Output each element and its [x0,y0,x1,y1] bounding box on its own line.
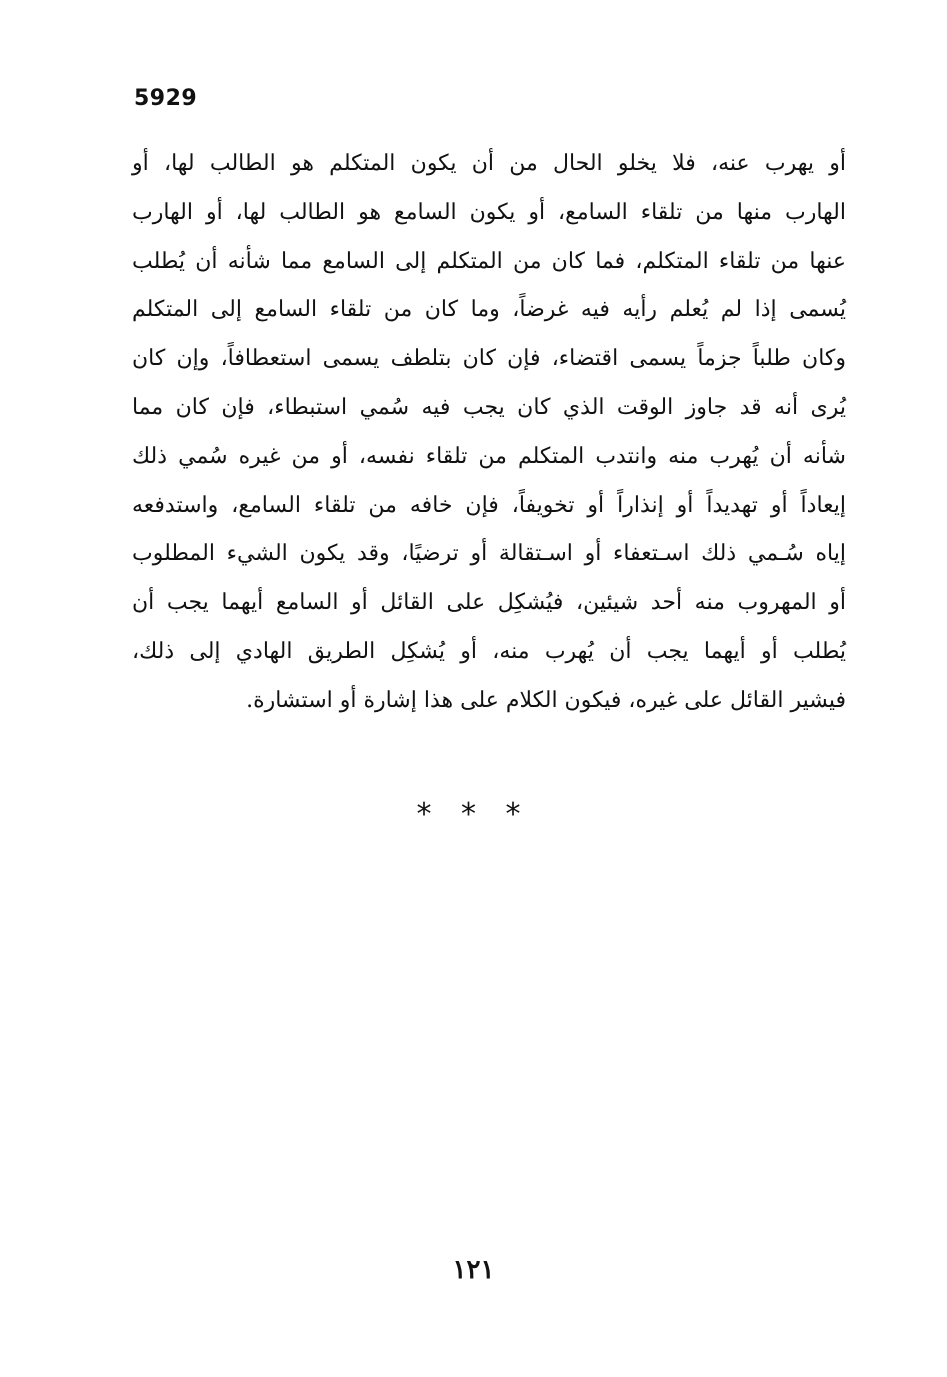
text-line: أو يهرب عنه، فلا يخلو الحال من أن يكون المتكلم هو الطالب لها، أو [132,151,846,176]
text-line: أو المهروب منه أحد شيئين، فيُشكِل على القائل أو السامع أيهما يجب أن [132,590,846,616]
text-line: يُسمى إذا لم يُعلم رأيه فيه غرضاً، وما كان من تلقاء السامع إلى المتكلم [132,297,846,323]
text-line: يُطلب أو أيهما يجب أن يُهرب منه، أو يُشكِل الطريق الهادي إلى ذلك، [132,638,846,664]
text-line: إيعاداً أو تهديداً أو إنذاراً أو تخويفاً، فإن خافه من تلقاء السامع، واستدفعه [132,492,846,518]
page-identifier: 5929 [134,86,198,111]
text-line: إياه سُـمي ذلك اسـتعفاء أو اسـتقالة أو ترضيًا، وقد يكون الشيء المطلوب [132,541,846,567]
section-separator: * * * [416,797,531,832]
text-line: الهارب منها من تلقاء السامع، أو يكون السامع هو الطالب لها، أو الهارب [132,199,846,225]
page-number: ١٢١ [452,1255,495,1285]
text-line: فيشير القائل على غيره، فيكون الكلام على هذا إشارة أو استشارة. [246,687,846,713]
text-line: عنها من تلقاء المتكلم، فما كان من المتكلم إلى السامع مما شأنه أن يُطلب [132,248,846,274]
text-line: وكان طلباً جزماً يسمى اقتضاء، فإن كان بتلطف يسمى استعطافاً، وإن كان [132,346,846,372]
body-paragraph [132,140,846,726]
text-line: شأنه أن يُهرب منه وانتدب المتكلم من تلقاء نفسه، أو من غيره سُمي ذلك [132,443,846,469]
text-line: يُرى أنه قد جاوز الوقت الذي كان يجب فيه سُمي استبطاء، فإن كان مما [132,394,846,420]
